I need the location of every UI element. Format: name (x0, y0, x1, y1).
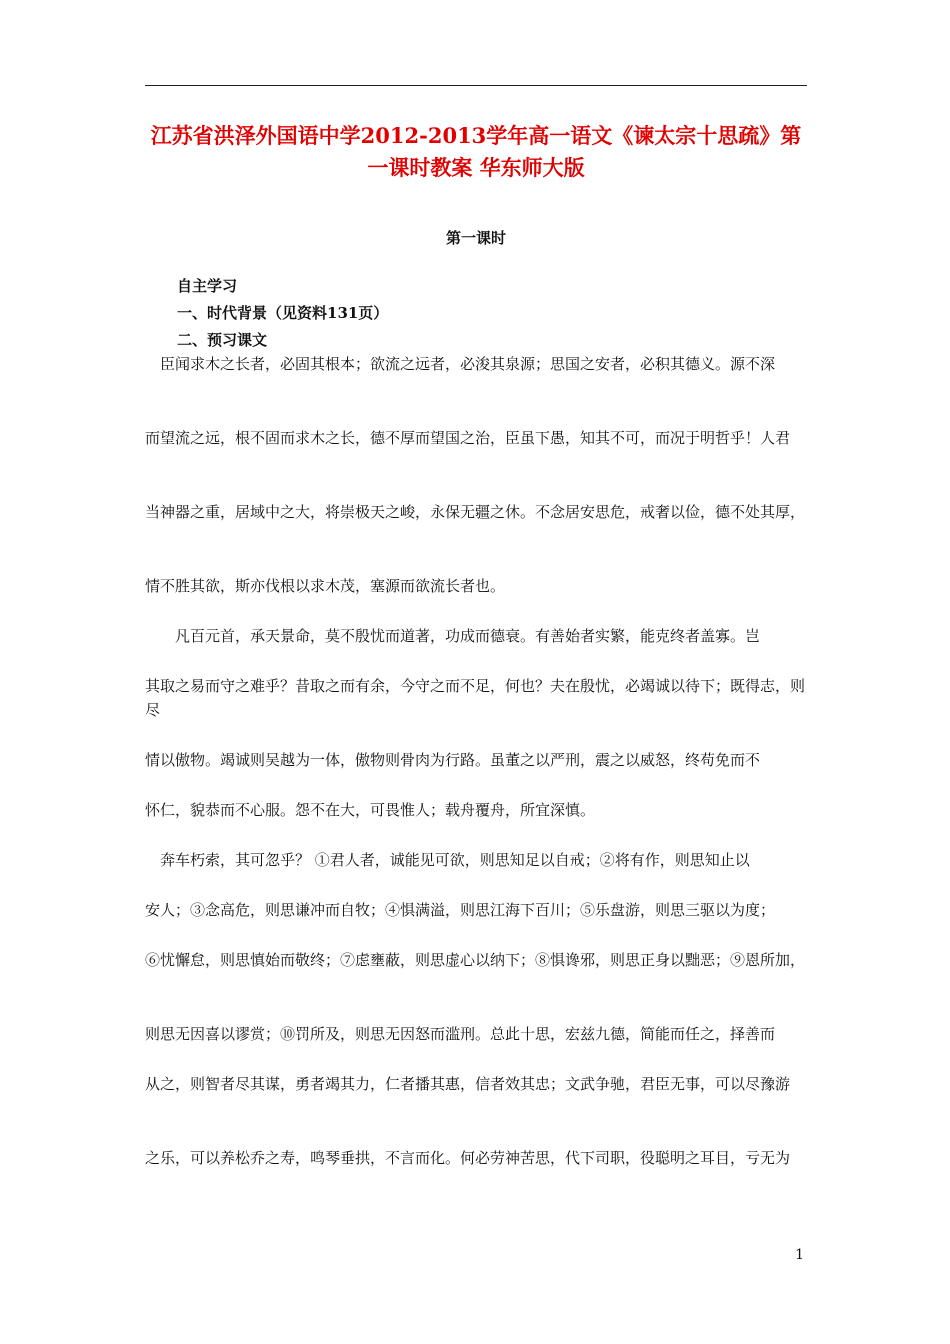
paragraph-line: 奔车朽索，其可忽乎？ ①君人者，诚能见可欲，则思知足以自戒；②将有作，则思知止以 (145, 851, 750, 869)
paragraph-line: 怀仁，貌恭而不心服。怨不在大，可畏惟人；载舟覆舟，所宜深慎。 (145, 801, 596, 819)
section-preview: 二、预习课文 (177, 331, 268, 349)
paragraph-line: 而望流之远，根不固而求木之长，德不厚而望国之治，臣虽下愚，知其不可，而况于明哲乎！人君 (145, 429, 791, 447)
paragraph-line: 其取之易而守之难乎？昔取之而有余，今守之而不足，何也？夫在殷忧，必竭诚以待下；既得志，则尽 (145, 677, 806, 719)
lesson-heading: 第一课时 (445, 229, 506, 247)
document-title: 江苏省洪泽外国语中学2012-2013学年高一语文《谏太宗十思疏》第一课时教案 华东师大版 (150, 123, 802, 180)
section-self-study: 自主学习 (177, 277, 238, 295)
section-background: 一、时代背景（见资料131页） (177, 304, 389, 322)
paragraph-line: 凡百元首，承天景命，莫不殷忧而道著，功成而德衰。有善始者实繁，能克终者盖寡。岂 (145, 627, 761, 645)
paragraph-line: 情不胜其欲，斯亦伐根以求木茂，塞源而欲流长者也。 (145, 577, 506, 595)
paragraph-line: 之乐，可以养松乔之寿，鸣琴垂拱，不言而化。何必劳神苦思，代下司职，役聪明之耳目，亏无为 (145, 1149, 791, 1167)
paragraph-line: 情以傲物。竭诚则吴越为一体，傲物则骨肉为行路。虽董之以严刑，震之以威怒，终苟免而不 (145, 751, 761, 769)
header-rule (145, 85, 807, 86)
paragraph-line: 安人；③念高危，则思谦冲而自牧；④惧满溢，则思江海下百川；⑤乐盘游，则思三驱以为度； (145, 901, 776, 919)
paragraph-line: ⑥忧懈怠，则思慎始而敬终；⑦虑壅蔽，则思虚心以纳下；⑧惧谗邪，则思正身以黜恶；⑨恩所加， (145, 951, 806, 969)
paragraph-line: 当神器之重，居域中之大，将崇极天之峻，永保无疆之休。不念居安思危，戒奢以俭，德不处其厚， (145, 503, 806, 521)
page-number: 1 (795, 1247, 804, 1263)
paragraph-line: 则思无因喜以谬赏；⑩罚所及，则思无因怒而滥刑。总此十思，宏兹九德，简能而任之，择善而 (145, 1025, 776, 1043)
paragraph-line: 从之，则智者尽其谋，勇者竭其力，仁者播其惠，信者效其忠；文武争驰，君臣无事，可以尽豫游 (145, 1075, 791, 1093)
paragraph-line: 臣闻求木之长者，必固其根本；欲流之远者，必浚其泉源；思国之安者，必积其德义。源不深 (145, 355, 776, 373)
